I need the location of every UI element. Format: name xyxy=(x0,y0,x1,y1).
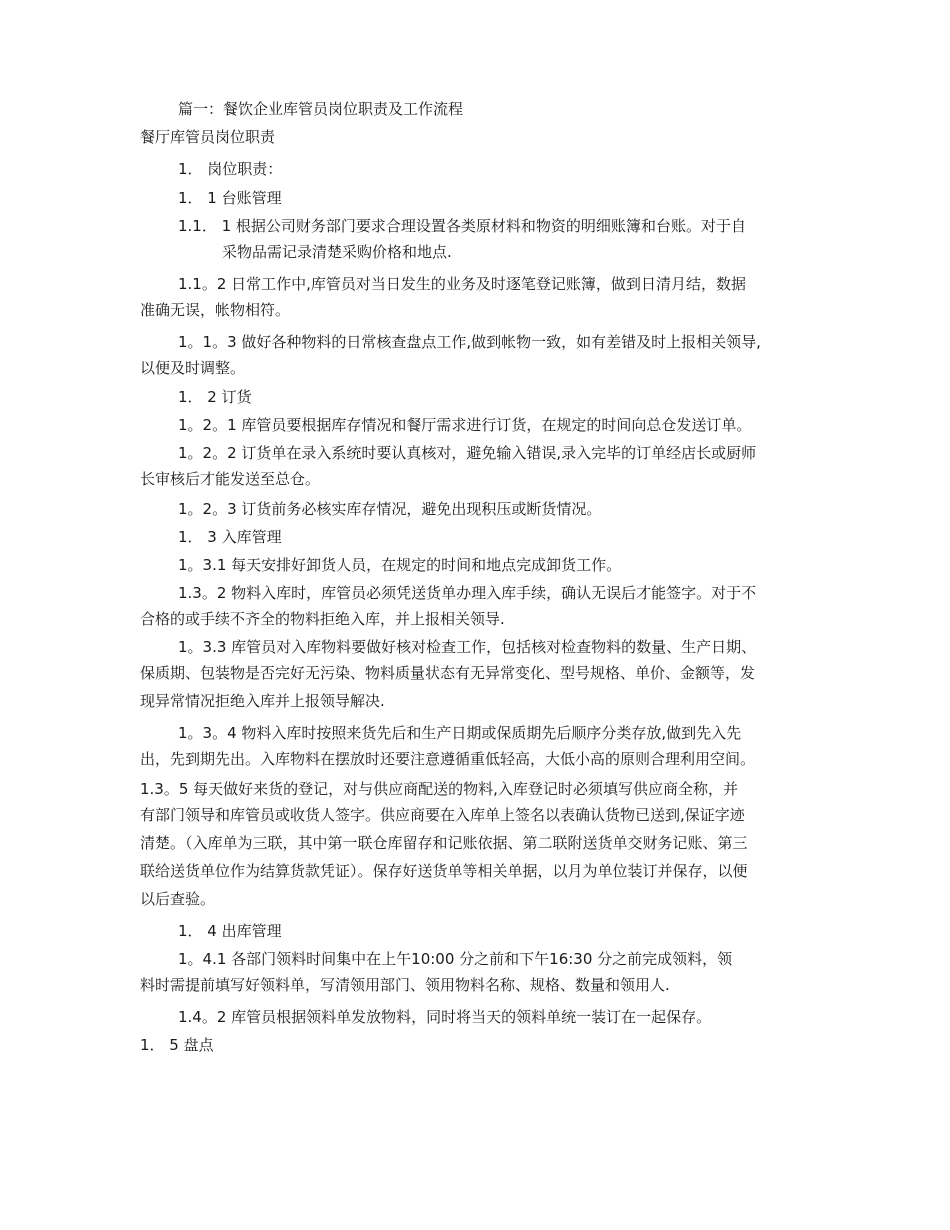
paragraph-line: 1。3。4 物料入库时按照来货先后和生产日期或保质期先后顺序分类存放,做到先入先 xyxy=(178,724,742,742)
paragraph-line: 1。2。1 库管员要根据库存情况和餐厅需求进行订货，在规定的时间向总仓发送订单。 xyxy=(178,416,752,434)
paragraph-line: 料时需提前填写好领料单，写清领用部门、领用物料名称、规格、数量和领用人. xyxy=(140,976,670,994)
document-title: 篇一：餐饮企业库管员岗位职责及工作流程 xyxy=(178,100,464,118)
subsection-heading: 1． 4 出库管理 xyxy=(178,922,282,940)
paragraph-line: 以便及时调整。 xyxy=(140,359,246,377)
subsection-heading: 1． 2 订货 xyxy=(178,388,252,406)
subsection-heading: 1． 1 台账管理 xyxy=(178,189,282,207)
paragraph-line: 1.4。2 库管员根据领料单发放物料，同时将当天的领料单统一装订在一起保存。 xyxy=(178,1008,712,1026)
paragraph-line: 保质期、包装物是否完好无污染、物料质量状态有无异常变化、型号规格、单价、金额等，发 xyxy=(140,664,756,682)
paragraph-line: 出，先到期先出。入库物料在摆放时还要注意遵循重低轻高，大低小高的原则合理利用空间。 xyxy=(140,750,756,768)
paragraph-line: 1。2。2 订货单在录入系统时要认真核对，避免输入错误,录入完毕的订单经店长或厨师 xyxy=(178,444,757,462)
subsection-heading: 1． 5 盘点 xyxy=(140,1036,214,1054)
paragraph-line: 采物品需记录清楚采购价格和地点. xyxy=(222,243,452,261)
section-heading: 1． 岗位职责： xyxy=(178,160,283,178)
paragraph-line: 长审核后才能发送至总仓。 xyxy=(140,470,321,488)
paragraph-line: 清楚。（入库单为三联，其中第一联仓库留存和记账依据、第二联附送货单交财务记账、第三 xyxy=(140,834,748,852)
paragraph-line: 有部门领导和库管员或收货人签字。供应商要在入库单上签名以表确认货物已送到,保证字迹 xyxy=(140,806,745,824)
paragraph-line: 联给送货单位作为结算货款凭证）。保存好送货单等相关单据，以月为单位装订并保存，以便 xyxy=(140,862,748,880)
paragraph-line: 1.3。5 每天做好来货的登记，对与供应商配送的物料,入库登记时必须填写供应商全称，并 xyxy=(140,780,738,798)
subsection-heading: 1． 3 入库管理 xyxy=(178,528,282,546)
paragraph-line: 1。4.1 各部门领料时间集中在上午10:00 分之前和下午16:30 分之前完成领料，领 xyxy=(178,950,733,968)
paragraph-line: 1。2。3 订货前务必核实库存情况，避免出现积压或断货情况。 xyxy=(178,500,602,518)
paragraph-line: 合格的或手续不齐全的物料拒绝入库，并上报相关领导. xyxy=(140,610,505,628)
paragraph-line: 准确无误，帐物相符。 xyxy=(140,301,291,319)
paragraph-line: 1.1． 1 根据公司财务部门要求合理设置各类原材料和物资的明细账簿和台账。对于自 xyxy=(178,217,746,235)
paragraph-line: 1.3。2 物料入库时，库管员必须凭送货单办理入库手续，确认无误后才能签字。对于不 xyxy=(178,584,757,602)
paragraph-line: 1。3.1 每天安排好卸货人员，在规定的时间和地点完成卸货工作。 xyxy=(178,556,622,574)
document-subtitle: 餐厅库管员岗位职责 xyxy=(140,128,276,146)
paragraph-line: 现异常情况拒绝入库并上报领导解决. xyxy=(140,692,385,710)
paragraph-line: 1。1。3 做好各种物料的日常核查盘点工作,做到帐物一致，如有差错及时上报相关领导, xyxy=(178,333,761,351)
paragraph-line: 以后查验。 xyxy=(140,890,216,908)
paragraph-line: 1.1。2 日常工作中,库管员对当日发生的业务及时逐笔登记账簿，做到日清月结，数据 xyxy=(178,275,746,293)
paragraph-line: 1。3.3 库管员对入库物料要做好核对检查工作，包括核对检查物料的数量、生产日期、 xyxy=(178,638,757,656)
